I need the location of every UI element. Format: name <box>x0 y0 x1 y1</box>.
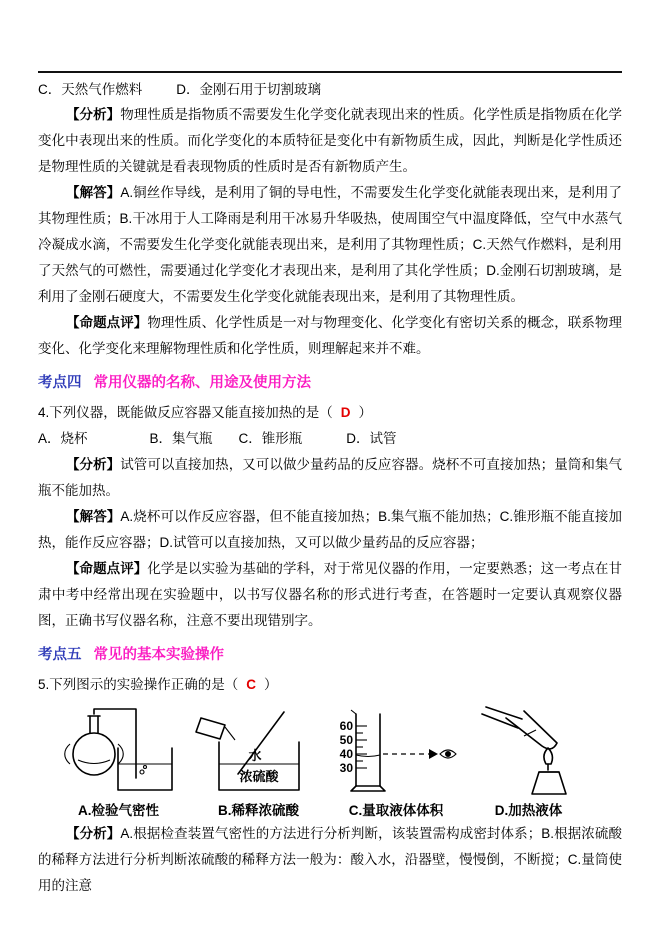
acid-label: 浓硫酸 <box>239 769 279 784</box>
q4-option-a: A．烧杯 <box>38 431 88 446</box>
answer-label: 【解答】 <box>66 185 121 200</box>
cylinder-tick-60: 60 <box>339 719 353 733</box>
beaker-pouring-icon <box>191 706 326 798</box>
section-header-5 <box>38 644 622 666</box>
q4-comment-paragraph <box>38 556 622 634</box>
q3-option-d: D．金刚石用于切割玻璃 <box>176 82 321 97</box>
q4-answer-paragraph <box>38 504 622 556</box>
q3-comment-text: 物理性质、化学性质是一对与物理变化、化学变化有密切关系的概念，联系物理变化、化学变化来理解物理性质和化学性质，则理解起来并不难。 <box>38 315 622 356</box>
section4-tag: 考点四 <box>38 375 82 391</box>
fig-dilute-acid <box>191 706 326 819</box>
flask-and-beaker-icon <box>46 706 191 798</box>
q4-stem-before: 4.下列仪器，既能做反应容器又能直接加热的是（ <box>38 405 333 420</box>
q4-analysis-paragraph <box>38 452 622 504</box>
answer-label: 【解答】 <box>66 509 121 524</box>
experiment-operations-figure <box>46 706 622 819</box>
q5-answer-letter: C <box>246 677 257 692</box>
q4-option-d: D．试管 <box>346 431 397 446</box>
q5-stem-before: 5.下列图示的实验操作正确的是（ <box>38 677 239 692</box>
q4-option-c: C．锥形瓶 <box>238 431 303 446</box>
test-tube-heating-icon <box>466 706 591 798</box>
q3-analysis-text: 物理性质是指物质不需要发生化学变化就表现出来的性质。化学性质是指物质在化学变化中表现出来的性质。而化学变化的本质特征是变化中有新物质生成，因此，判断是化学性质还是物理性质的关键就是看表现物质的性质时是否有新物质产生。 <box>38 107 622 174</box>
section4-title: 常用仪器的名称、用途及使用方法 <box>93 375 311 391</box>
q5-analysis-text: A.根据检查装置气密性的方法进行分析判断，该装置需构成密封体系；B.根据浓硫酸的稀释方法进行分析判断浓硫酸的稀释方法一般为：酸入水，沿器壁，慢慢倒，不断搅；C.量筒使用的注意 <box>38 826 623 893</box>
q5-stem-after: ） <box>264 677 278 692</box>
cylinder-tick-40: 40 <box>339 747 353 761</box>
section5-title: 常见的基本实验操作 <box>93 647 224 663</box>
q4-options-line <box>38 426 622 452</box>
fig-caption-c: C.量取液体体积 <box>348 803 444 818</box>
q5-stem <box>38 672 622 698</box>
q3-analysis-paragraph <box>38 102 622 180</box>
analysis-label: 【分析】 <box>66 826 121 841</box>
analysis-label: 【分析】 <box>66 457 121 472</box>
header-rule <box>38 71 622 73</box>
q3-answer-text: A.铜丝作导线，是利用了铜的导电性，不需要发生化学变化就能表现出来，是利用了其物理性质；B.干冰用于人工降雨是利用干冰易升华吸热，使周围空气中温度降低，空气中水蒸气冷凝成水滴，不需要发生化学变化就能表现出来，是利用了其物理性质；C.天然气作燃料，是利用了天然气的可燃性，需要通过化学变化才表现出来，是利用了其化学性质；D.金刚石切割玻璃，是利用了金刚石硬度大，不需要发生化学变化就能表现出来，是利用了其物理性质。 <box>38 185 622 304</box>
q4-comment-text: 化学是以实验为基础的学科，对于常见仪器的作用，一定要熟悉；这一考点在甘肃中考中经常出现在实验题中，以书写仪器名称的形式进行考查，在答题时一定要认真观察仪器图，正确书写仪器名称，注意不要出现错别字。 <box>38 561 622 628</box>
cylinder-tick-50: 50 <box>339 733 353 747</box>
q5-analysis-paragraph <box>38 821 622 899</box>
fig-heat-liquid <box>466 706 591 819</box>
graduated-cylinder-icon <box>326 706 466 798</box>
q4-stem-after: ） <box>358 405 373 420</box>
fig-gas-tightness-check <box>46 706 191 819</box>
fig-caption-d: D.加热液体 <box>494 803 563 818</box>
sight-arrow <box>429 749 438 759</box>
q3-answer-paragraph <box>38 180 622 310</box>
cylinder-tick-30: 30 <box>339 761 353 775</box>
section-header-4 <box>38 372 622 394</box>
analysis-label: 【分析】 <box>66 107 121 122</box>
q4-answer-letter: D <box>340 405 351 420</box>
section5-tag: 考点五 <box>38 647 82 663</box>
fig-caption-b: B.稀释浓硫酸 <box>218 803 299 818</box>
comment-label: 【命题点评】 <box>66 561 148 576</box>
water-label: 水 <box>248 748 262 763</box>
q4-answer-text: A.烧杯可以作反应容器，但不能直接加热；B.集气瓶不能加热；C.锥形瓶不能直接加热，能作反应容器；D.试管可以直接加热，又可以做少量药品的反应容器； <box>38 509 622 550</box>
q3-options-line <box>38 78 622 102</box>
q3-option-c: C．天然气作燃料 <box>38 82 143 97</box>
q3-comment-paragraph <box>38 310 622 362</box>
fig-caption-a: A.检验气密性 <box>78 803 159 818</box>
comment-label: 【命题点评】 <box>66 315 148 330</box>
q4-option-b: B．集气瓶 <box>149 431 213 446</box>
fig-measure-liquid <box>326 706 466 819</box>
q4-analysis-text: 试管可以直接加热，又可以做少量药品的反应容器。烧杯不可直接加热；量筒和集气瓶不能加热。 <box>38 457 622 498</box>
q4-stem <box>38 400 622 426</box>
